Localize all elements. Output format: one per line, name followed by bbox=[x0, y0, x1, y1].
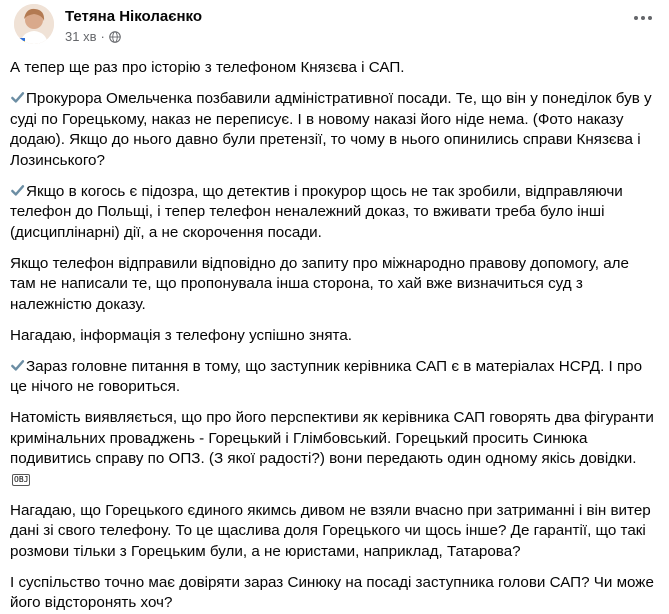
paragraph-text: Якщо телефон відправили відповідно до запиту про міжнародно правову допомогу, але там не написали те, що пропонувала інша сторона, то хай вже визначиться суд з належністю доказу. bbox=[10, 254, 629, 313]
paragraph-text: Прокурора Омельченка позбавили адміністративної посади. Те, що він у понеділок був у суді по Горецькому, наказ не переписує. І в новому наказі його ніде нема. (Фото наказу додаю). Якщо до нього давно були претензії, то чому в нього опинились справи Князєва і Лозинського? bbox=[10, 90, 652, 169]
paragraph-text: Натомість виявляється, що про його перспективи як керівника САП говорять два фігуранти кримінальних проваджень - Горецький і Глімбовський. Горецький просить Синюка подивитись справу по ОПЗ. (З якої радості?) вони передають один одному якісь довідки. bbox=[10, 409, 654, 467]
post-time[interactable]: 31 хв bbox=[65, 29, 97, 44]
paragraph-text: Зараз головне питання в тому, що заступник керівника САП є в матеріалах НСРД. І про це нічого не говориться. bbox=[10, 357, 643, 395]
paragraph-text: І суспільство точно має довіряти зараз Синюку на посаді заступника голови САП? Чи може його відсторонять хоч? bbox=[10, 573, 654, 611]
post-paragraph bbox=[10, 58, 655, 79]
post-paragraph bbox=[10, 182, 655, 244]
check-mark-icon bbox=[10, 358, 25, 373]
check-mark-icon bbox=[10, 183, 25, 198]
post-paragraph bbox=[10, 501, 655, 563]
paragraph-text: Нагадаю, інформація з телефону успішно знята. bbox=[10, 326, 352, 344]
post-paragraph bbox=[10, 326, 655, 347]
post-body bbox=[10, 58, 655, 614]
check-mark-icon bbox=[10, 90, 25, 105]
more-options-icon[interactable] bbox=[631, 10, 655, 26]
author-name[interactable]: Тетяна Ніколаєнко bbox=[65, 8, 203, 25]
globe-icon bbox=[109, 31, 121, 43]
paragraph-text: Якщо в когось є підозра, що детектив і прокурор щось не так зробили, відправляючи телефон до Польщі, і тепер телефон неналежний доказ, то вживати треба було інші (дисциплінарні) дії, а не скорочення посади. bbox=[10, 182, 623, 241]
post-paragraph bbox=[10, 254, 655, 316]
avatar-photo bbox=[14, 4, 54, 44]
post-header bbox=[10, 0, 655, 58]
paragraph-text: Нагадаю, що Горецького єдиного якимсь дивом не взяли вчасно при затриманні і він витер дані зі свого телефону. То це щаслива доля Горецького чи щось інше? Де гарантії, що такі розмови тільки з Горецьким були, а не юристами, наприклад, Татарова? bbox=[10, 501, 651, 560]
post-paragraph bbox=[10, 408, 655, 490]
post-paragraph bbox=[10, 573, 655, 614]
avatar[interactable] bbox=[14, 4, 54, 44]
object-replacement-glyph: OBJ bbox=[14, 474, 29, 484]
post-meta bbox=[65, 29, 121, 44]
paragraph-text: А тепер ще раз про історію з телефоном Князєва і САП. bbox=[10, 59, 405, 76]
post-paragraph bbox=[10, 357, 655, 398]
meta-separator: · bbox=[100, 29, 105, 44]
post-paragraph bbox=[10, 89, 655, 171]
